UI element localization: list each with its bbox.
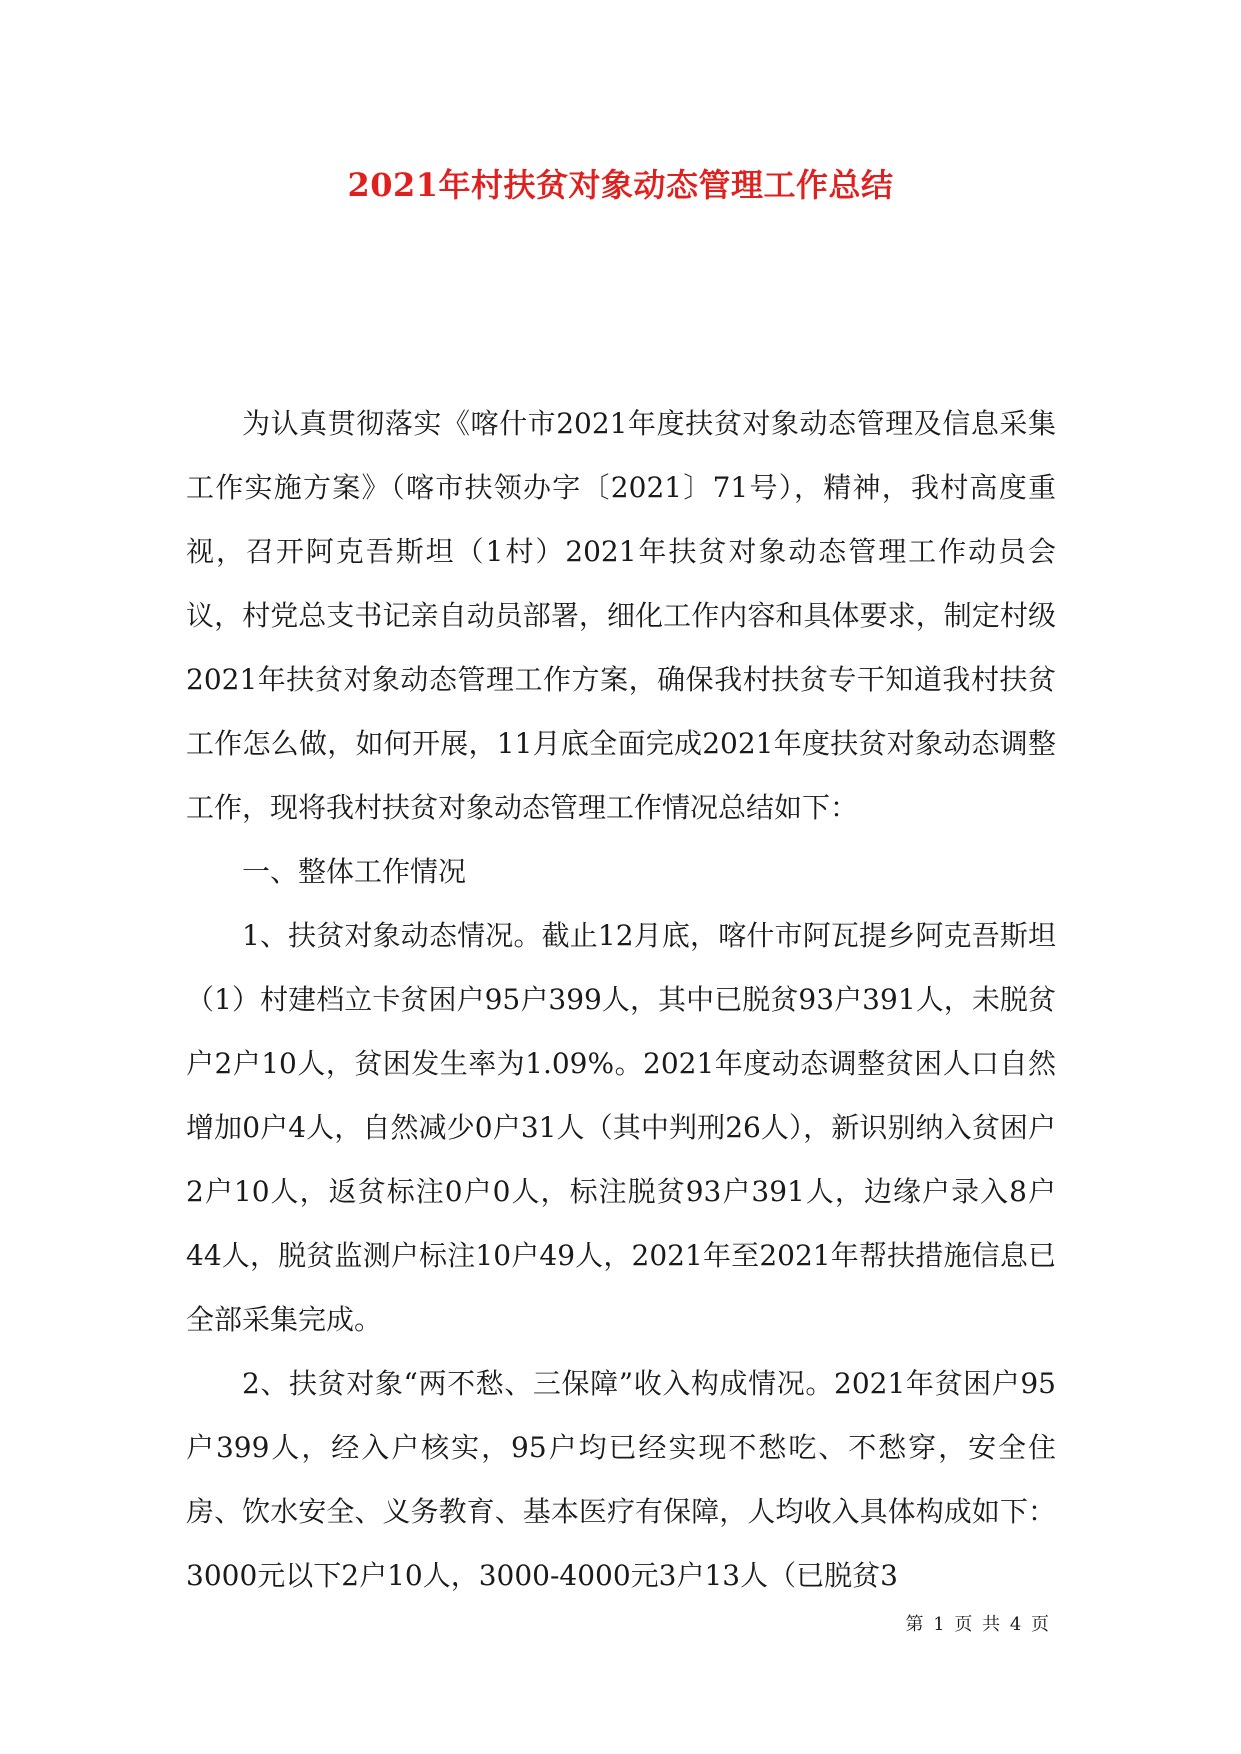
paragraph-dynamics: 1、扶贫对象动态情况。截止12月底，喀什市阿瓦提乡阿克吾斯坦（1）村建档立卡贫困户95户399人，其中已脱贫93户391人，未脱贫户2户10人，贫困发生率为1.09%。2021年度动态调整贫困人口自然增加0户4人，自然减少0户31人（其中判刑26人），新识别纳入贫困户2户10人，返贫标注0户0人，标注脱贫93户391人，边缘户录入8户44人，脱贫监测户标注10户49人，2021年至2021年帮扶措施信息已全部采集完成。 [186,919,1056,1336]
document-body [186,392,1056,1608]
paragraph-income: 2、扶贫对象“两不愁、三保障”收入构成情况。2021年贫困户95户399人，经入户核实，95户均已经实现不愁吃、不愁穿，安全住房、饮水安全、义务教育、基本医疗有保障，人均收入具体构成如下：3000元以下2户10人，3000-4000元3户13人（已脱贫3 [186,1367,1056,1592]
page-number: 第 1 页 共 4 页 [905,1614,1051,1635]
document-title: 2021年村扶贫对象动态管理工作总结 [347,166,894,204]
paragraph-intro: 为认真贯彻落实《喀什市2021年度扶贫对象动态管理及信息采集工作实施方案》（喀市扶领办字〔2021〕71号），精神，我村高度重视，召开阿克吾斯坦（1村）2021年扶贫对象动态管理工作动员会议，村党总支书记亲自动员部署，细化工作内容和具体要求，制定村级2021年扶贫对象动态管理工作方案，确保我村扶贫专干知道我村扶贫工作怎么做，如何开展，11月底全面完成2021年度扶贫对象动态调整工作，现将我村扶贫对象动态管理工作情况总结如下： [186,407,1056,824]
section-heading: 一、整体工作情况 [242,855,467,888]
